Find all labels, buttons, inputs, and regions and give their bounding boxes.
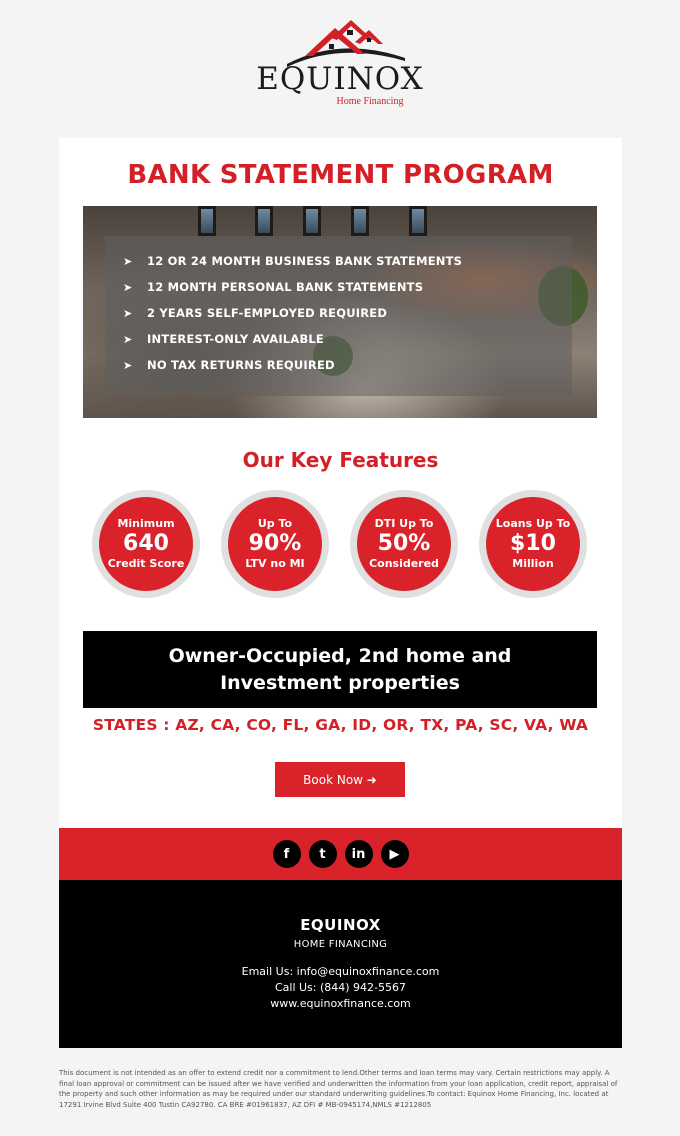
window-decor — [351, 206, 369, 236]
arrow-icon: ➤ — [123, 358, 133, 372]
linkedin-icon[interactable]: in — [345, 840, 373, 868]
property-types-line2: Investment properties — [220, 671, 460, 694]
brand-logo — [0, 18, 680, 128]
window-decor — [198, 206, 216, 236]
facebook-icon[interactable]: f — [273, 840, 301, 868]
feature-ltv: Up To 90% LTV no MI — [221, 490, 329, 598]
property-types-banner — [83, 631, 597, 708]
footer-email[interactable]: Email Us: info@equinoxfinance.com — [241, 965, 440, 978]
brand-subtitle: Home Financing — [336, 96, 404, 107]
page-title: BANK STATEMENT PROGRAM — [127, 160, 554, 190]
footer — [59, 880, 622, 1048]
footer-phone[interactable]: Call Us: (844) 942-5567 — [274, 981, 407, 994]
legal-disclaimer: This document is not intended as an offer to extend credit nor a commitment to lend.Other terms and loan terms may vary. Certain restrictions may apply. A final loan approval or commitment can be issued after we have verified and underwritten the information from your loan application, credit report, appraisal of the property and such other information as may be required under our standard underwriting guidelines.To contact: Equinox Home Financing, Inc. located at 17291 Irvine Blvd Suite 400 Tustin CA92780. CA BRE #01961837, AZ DFI # MB-0945174,NMLS #1212805 — [59, 1069, 618, 1109]
hero-image — [83, 206, 597, 418]
window-decor — [255, 206, 273, 236]
feature-credit-score: Minimum 640 Credit Score — [92, 490, 200, 598]
bullet-item: ➤ NO TAX RETURNS REQUIRED — [123, 358, 335, 372]
footer-brand-subtitle: HOME FINANCING — [293, 939, 388, 950]
states-list: STATES : AZ, CA, CO, FL, GA, ID, OR, TX, PA, SC, VA, WA — [92, 716, 589, 734]
main-card — [59, 138, 622, 828]
arrow-icon: ➤ — [123, 254, 133, 268]
window-decor — [303, 206, 321, 236]
program-bullets — [123, 248, 462, 378]
feature-dti: DTI Up To 50% Considered — [350, 490, 458, 598]
bullet-item: ➤ 12 OR 24 MONTH BUSINESS BANK STATEMENTS — [123, 254, 463, 268]
twitter-icon[interactable]: t — [309, 840, 337, 868]
feature-loan-amount: Loans Up To $10 Million — [479, 490, 587, 598]
features-title: Our Key Features — [242, 448, 439, 472]
book-now-button[interactable]: Book Now ➜ — [275, 762, 405, 797]
feature-circles — [92, 490, 592, 598]
social-bar — [59, 828, 622, 880]
arrow-icon: ➤ — [123, 306, 133, 320]
brand-name: EQUINOX — [256, 61, 424, 97]
window-decor — [409, 206, 427, 236]
bullet-item: ➤ 12 MONTH PERSONAL BANK STATEMENTS — [123, 280, 424, 294]
footer-website[interactable]: www.equinoxfinance.com — [270, 997, 411, 1010]
bullet-item: ➤ 2 YEARS SELF-EMPLOYED REQUIRED — [123, 306, 388, 320]
footer-brand-name: EQUINOX — [300, 916, 381, 934]
property-types-line1: Owner-Occupied, 2nd home and — [168, 644, 512, 667]
bullet-item: ➤ INTEREST-ONLY AVAILABLE — [123, 332, 324, 346]
arrow-icon: ➤ — [123, 280, 133, 294]
youtube-icon[interactable]: ▶ — [381, 840, 409, 868]
arrow-icon: ➤ — [123, 332, 133, 346]
